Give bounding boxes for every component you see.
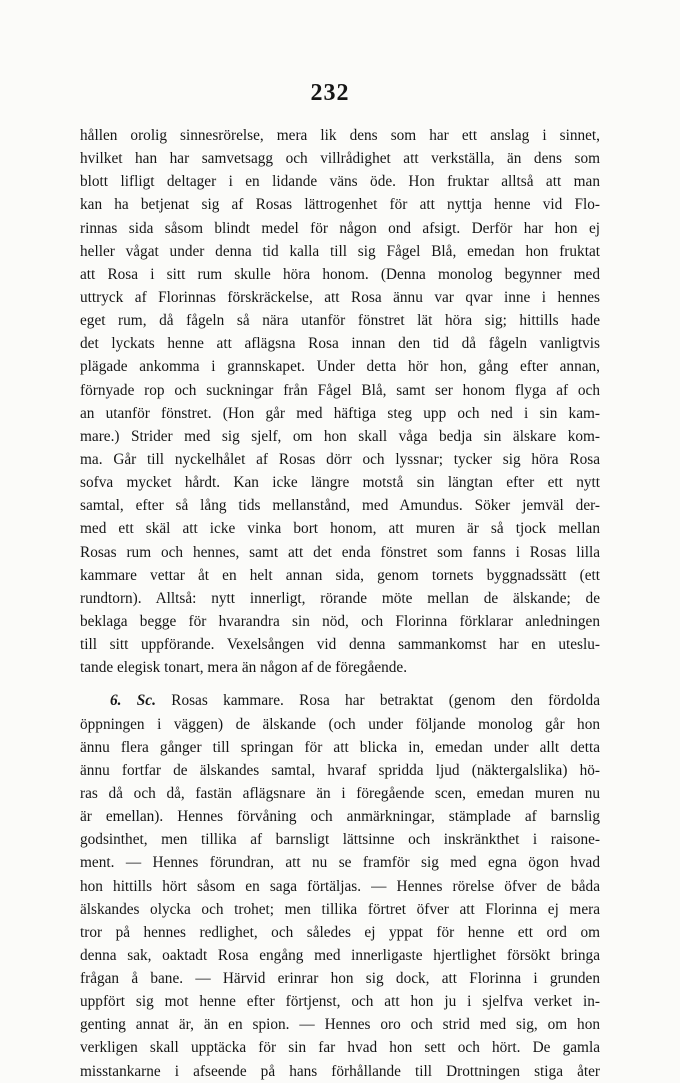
text-line: denna sak, oaktadt Rosa engång med innerligaste hjertlighet försökt bringa (80, 946, 600, 964)
paragraph-2 (80, 689, 600, 1082)
text-line: är emellan). Hennes förvåning och anmärkningar, stämplade af barnslig (80, 808, 600, 826)
text-line: ment. — Hennes förundran, att nu se framför sig med egna ögon hvad (80, 854, 600, 872)
text-line: beklaga begge för hvarandra sin nöd, och Florinna förklarar anledningen (80, 612, 600, 630)
text-line: ras då och då, fastän aflägsnare än i föregående scen, emedan muren nu (80, 784, 600, 802)
paragraph-1 (80, 124, 600, 679)
text-line: blott lifligt deltager i en lidande väns öde. Hon fruktar alltså att man (80, 173, 600, 191)
text-line: godsinthet, men tillika af barnsligt lättsinne och inskränkthet i raisone- (80, 831, 600, 849)
text-line: tror på hennes redlighet, och således ej yppat för henne ett ord om (80, 923, 600, 941)
scene-heading-text: Rosas kammare. Rosa har betraktat (genom den fördolda (155, 692, 600, 710)
text-line: hållen orolig sinnesrörelse, mera lik dens som har ett anslag i sinnet, (80, 127, 600, 144)
scene-label: 6. Sc. (110, 692, 156, 710)
text-line: sofva mycket hårdt. Kan icke längre motstå sin längtan efter ett nytt (80, 474, 600, 492)
text-line: misstankarne i afseende på hans förhållande till Drottningen stiga åter (80, 1062, 600, 1080)
text-line: an utanför fönstret. (Hon går med häftiga steg upp och ned i sin kam- (80, 404, 600, 422)
text-line: ma. Går till nyckelhålet af Rosas dörr och lyssnar; tycker sig höra Rosa (80, 450, 600, 468)
body-text (80, 124, 600, 1083)
text-line: uttryck af Florinnas förskräckelse, att Rosa ännu var qvar inne i hennes (80, 288, 600, 306)
page-number: 232 (310, 80, 350, 106)
text-line: till sitt uppförande. Vexelsången vid denna sammankomst har en uteslu- (80, 636, 600, 654)
text-line: det lyckats henne att aflägsna Rosa innan den tid då fågeln vanligtvis (80, 335, 600, 353)
text-line: Rosas rum och hennes, samt att det enda fönstret som fanns i Rosas lilla (80, 543, 600, 561)
text-line: med ett skäl att icke vinka bort honom, att muren är så tjock mellan (80, 520, 600, 538)
text-line: frågan å bane. — Härvid erinrar hon sig dock, att Florinna i grunden (80, 970, 600, 988)
text-line: rinnas sida såsom blindt medel för någon ond afsigt. Derför har hon ej (80, 219, 600, 237)
text-line: genting annat är, än en spion. — Hennes oro och strid med sig, om hon (80, 1016, 600, 1034)
text-line: ännu flera gånger till springan för att blicka in, emedan under allt detta (80, 738, 600, 756)
text-line: rundtorn). Alltså: nytt innerligt, rörande möte mellan de älskande; de (80, 589, 600, 607)
paragraph-gap (80, 679, 600, 689)
text-line: att Rosa i sitt rum skulle höra honom. (Denna monolog begynner med (80, 265, 600, 283)
text-line: tande elegisk tonart, mera än någon af de föregående. (80, 659, 408, 677)
text-line: eget rum, då fågeln så nära utanför fönstret lät höra sig; hittills hade (80, 312, 600, 330)
text-line: kammare vettar åt en helt annan sida, genom tornets byggnadssätt (ett (80, 566, 600, 584)
text-line: heller vågat under denna tid kalla till sig Fågel Blå, emedan hon fruktat (80, 242, 600, 260)
text-line: förnyade rop och suckningar från Fågel Blå, samt ser honom flyga af och (80, 381, 600, 399)
text-line: plägade ankomma i grannskapet. Under detta hör hon, gång efter annan, (80, 358, 600, 376)
text-line: älskandes olycka och trohet; men tillika förtret öfver att Florinna ej mera (80, 900, 600, 918)
text-line: samtal, efter så lång tids mellanstånd, med Amundus. Söker jemväl der- (80, 497, 600, 515)
text-line: kan ha betjenat sig af Rosas lättrogenhet för att nyttja henne vid Flo- (80, 196, 600, 214)
text-line: öppningen i väggen) de älskande (och under följande monolog går hon (80, 715, 600, 733)
scene-heading-line (80, 689, 600, 712)
text-line: uppfört sig mot henne efter förtjenst, och att hon ju i sjelfva verket in- (80, 993, 600, 1011)
text-line: hvilket han har samvetsagg och villrådighet att verkställa, än dens som (80, 150, 600, 168)
text-line: ännu fortfar de älskandes samtal, hvaraf spridda ljud (näktergalslika) hö- (80, 761, 600, 779)
text-line: mare.) Strider med sig sjelf, om hon skall våga bedja sin älskare kom- (80, 427, 600, 445)
text-line: hon hittills hört såsom en saga förtäljas. — Hennes rörelse öfver de båda (80, 877, 600, 895)
text-line: verkligen skall upptäcka för sin far hvad hon sett och hört. De gamla (80, 1039, 600, 1057)
